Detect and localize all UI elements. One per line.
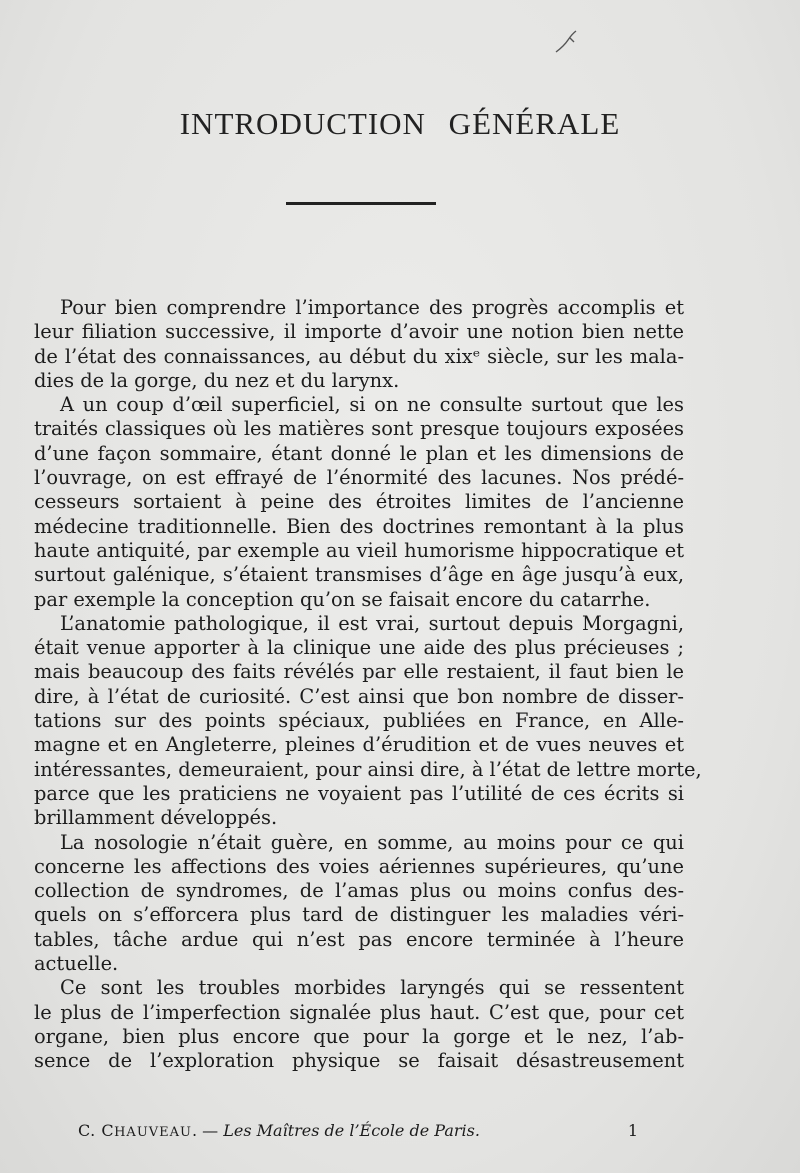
text-line: organe, bien plus encore que pour la gorge et le nez, l’ab- bbox=[34, 1024, 684, 1048]
text-line: traités classiques où les matières sont presque toujours exposées bbox=[34, 417, 684, 441]
text-line: mais beaucoup des faits révélés par elle restaient, il faut bien le bbox=[34, 660, 684, 684]
text-line: le plus de l’imperfection signalée plus haut. C’est que, pour cet bbox=[34, 1000, 684, 1024]
page-footer bbox=[78, 1119, 638, 1143]
text-line: actuelle. bbox=[34, 952, 119, 976]
text-line: Ce sont les troubles morbides laryngés qui se ressentent bbox=[60, 976, 684, 1000]
text-line: concerne les affections des voies aériennes supérieures, qu’une bbox=[34, 854, 684, 878]
text-line: haute antiquité, par exemple au vieil humorisme hippocratique et bbox=[34, 538, 684, 562]
text-line: intéressantes, demeuraient, pour ainsi dire, à l’état de lettre morte, bbox=[34, 757, 702, 781]
text-line: quels on s’efforcera plus tard de distinguer les maladies véri- bbox=[34, 903, 684, 927]
text-line: de l’état des connaissances, au début du xixᵉ siècle, sur les mala- bbox=[34, 344, 684, 368]
text-line: magne et en Angleterre, pleines d’érudition et de vues neuves et bbox=[34, 733, 684, 757]
text-line: tables, tâche ardue qui n’est pas encore terminée à l’heure bbox=[34, 927, 684, 951]
text-line: L’anatomie pathologique, il est vrai, surtout depuis Morgagni, bbox=[60, 611, 684, 635]
text-line: cesseurs sortaient à peine des étroites limites de l’ancienne bbox=[34, 490, 684, 514]
text-line: surtout galénique, s’étaient transmises d’âge en âge jusqu’à eux, bbox=[34, 563, 684, 587]
chapter-title: INTRODUCTION GÉNÉRALE bbox=[179, 106, 621, 141]
text-line: médecine traditionnelle. Bien des doctrines remontant à la plus bbox=[34, 514, 684, 538]
text-line: Pour bien comprendre l’importance des progrès accomplis et bbox=[60, 296, 684, 319]
text-line: sence de l’exploration physique se faisait désastreusement bbox=[34, 1049, 684, 1073]
title-rule bbox=[286, 202, 436, 205]
footer-book-title: Les Maîtres de l’École de Paris. bbox=[223, 1121, 480, 1140]
footer-author: C. CHAUVEAU bbox=[78, 1121, 192, 1140]
text-line: d’une façon sommaire, étant donné le plan et les dimensions de bbox=[34, 441, 684, 465]
body-text bbox=[34, 296, 702, 1074]
footer-separator: . — bbox=[192, 1121, 224, 1140]
text-line: brillamment développés. bbox=[34, 806, 278, 830]
text-line: dire, à l’état de curiosité. C’est ainsi que bon nombre de disser- bbox=[34, 684, 684, 708]
text-line: collection de syndromes, de l’amas plus ou moins confus des- bbox=[34, 879, 684, 903]
text-line: dies de la gorge, du nez et du larynx. bbox=[34, 368, 400, 392]
text-line: l’ouvrage, on est effrayé de l’énormité des lacunes. Nos prédé- bbox=[34, 466, 684, 490]
text-line: parce que les praticiens ne voyaient pas l’utilité de ces écrits si bbox=[34, 781, 684, 805]
text-line: A un coup d’œil superficiel, si on ne consulte surtout que les bbox=[60, 393, 684, 417]
text-line: tations sur des points spéciaux, publiées en France, en Alle- bbox=[34, 709, 684, 733]
text-line: La nosologie n’était guère, en somme, au moins pour ce qui bbox=[60, 830, 684, 854]
pencil-mark-icon bbox=[552, 28, 582, 58]
text-line: leur filiation successive, il importe d’avoir une notion bien nette bbox=[34, 320, 684, 344]
text-line: était venue apporter à la clinique une aide des plus précieuses ; bbox=[34, 636, 684, 660]
text-line: par exemple la conception qu’on se faisait encore du catarrhe. bbox=[34, 587, 651, 611]
page-number: 1 bbox=[627, 1121, 638, 1140]
